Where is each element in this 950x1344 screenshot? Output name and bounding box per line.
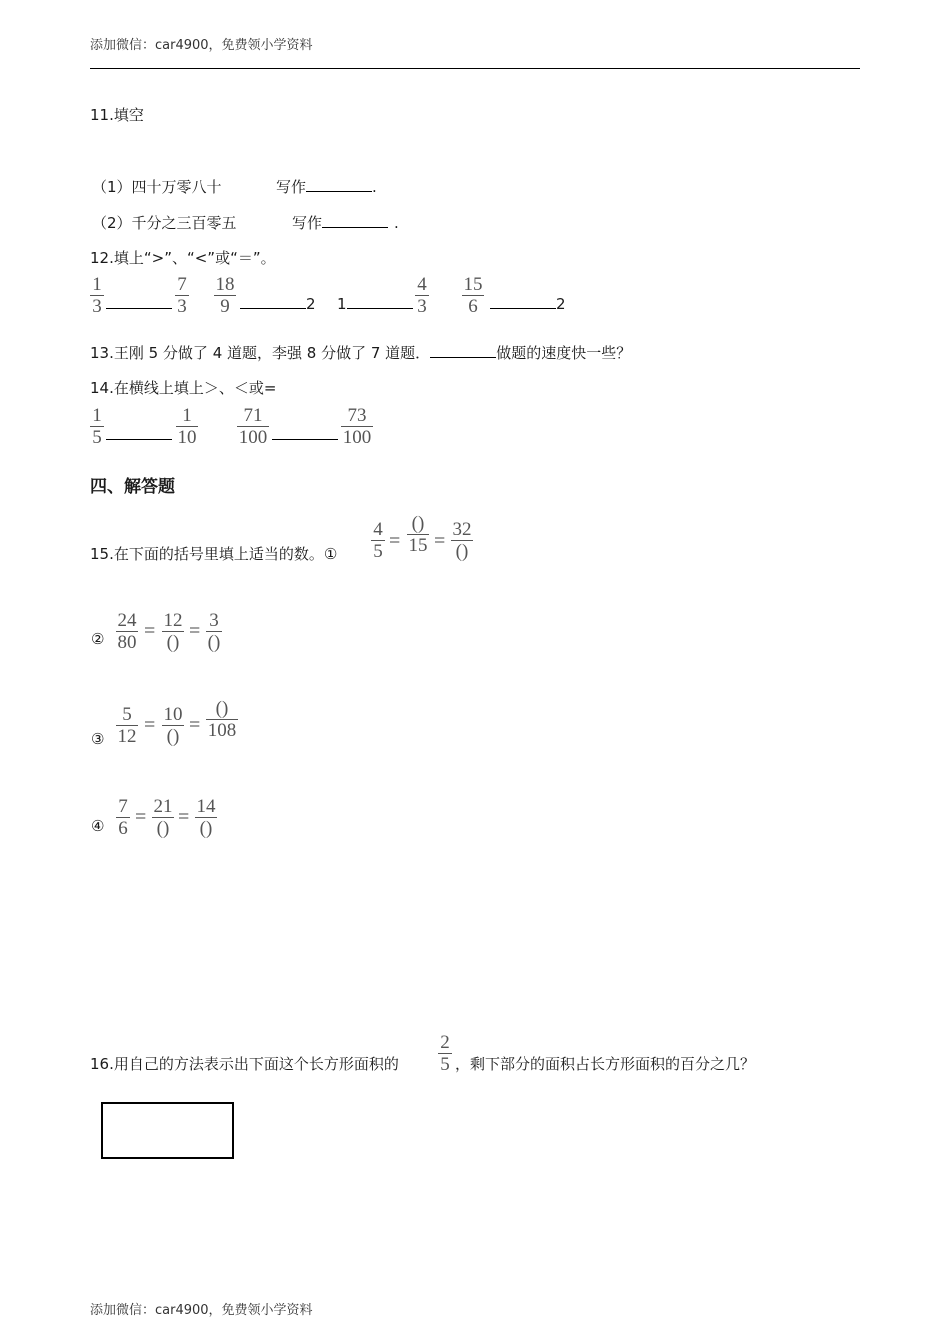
q13-blank[interactable] [430,343,496,358]
page-footer: 添加微信：car4900，免费领小学资料 [90,1303,313,1318]
q15-eq3-equals-2: = [189,714,201,736]
q15-eq3-frac-2: 10 () [163,704,183,747]
q11-item2-end: . [394,214,399,232]
q11-item1-write: 写作 [276,178,307,196]
q11-item1-blank[interactable] [306,177,372,192]
q14-fraction-1: 1 5 [90,406,104,447]
q14-blank-2[interactable] [272,425,338,440]
q15-eq2-equals-2: = [189,620,201,642]
q12-blank-4[interactable] [490,294,556,309]
q15-eq4-frac-1: 7 6 [116,797,130,838]
q12-blank-3[interactable] [347,294,413,309]
q15-eq4-equals-1: = [135,806,147,828]
q12-compare-2: 2 [306,295,316,313]
q13-text-a: 13.王刚 5 分做了 4 道题，李强 8 分做了 7 道题． [90,344,431,362]
q15-eq3-frac-1: 5 12 [117,704,137,747]
q14-title: 14.在横线上填上＞、＜或= [90,379,277,397]
q16-rectangle[interactable] [101,1102,234,1159]
q11-item2-write: 写作 [292,214,323,232]
q15-eq4-frac-2: 21 () [153,796,173,839]
q11-item2-label: （2）千分之三百零五 [92,214,237,232]
q11-item1-label: （1）四十万零八十 [92,178,222,196]
q14-fraction-3: 71 100 [238,405,268,448]
q11-item2-answer [292,212,399,233]
q15-eq1-frac-3: 32 () [452,519,472,562]
section-4-title: 四、解答题 [90,477,175,497]
q13-text-b: 做题的速度快一些？ [496,344,632,362]
q12-fraction-4: 4 3 [415,275,429,316]
q12-fraction-1: 1 3 [90,275,104,316]
q12-fraction-5: 15 6 [463,274,483,317]
q14-fraction-2: 1 10 [177,405,197,448]
q15-eq4-label: ④ [91,817,105,835]
q15-eq4-frac-3: 14 () [196,796,216,839]
q15-eq1-frac-2: () 15 [408,513,428,556]
q15-eq1-frac-1: 4 5 [371,520,385,561]
q16-text-a: 16.用自己的方法表示出下面这个长方形面积的 [90,1055,399,1073]
q12-fraction-3: 18 9 [215,274,235,317]
q15-eq3-equals-1: = [144,714,156,736]
q15-title: 15.在下面的括号里填上适当的数。① [90,545,338,563]
q14-fraction-4: 73 100 [342,405,372,448]
q16-text-b: ，剩下部分的面积占长方形面积的百分之几？ [455,1055,756,1073]
q15-eq1-equals-1: = [389,530,401,552]
q11-item2-blank[interactable] [322,213,388,228]
q15-eq3-frac-3: () 108 [207,698,237,741]
q13-question [90,342,631,363]
q12-blank-2[interactable] [240,294,306,309]
q12-fraction-2: 7 3 [175,275,189,316]
q12-title: 12.填上“>”、“<”或“＝”。 [90,249,276,267]
q16-fraction: 2 5 [438,1033,452,1074]
q12-blank-1[interactable] [106,294,172,309]
q11-item1-answer [276,176,377,197]
q15-eq2-frac-3: 3 () [207,610,221,653]
q14-blank-1[interactable] [106,425,172,440]
page-header: 添加微信：car4900，免费领小学资料 [90,38,313,53]
q15-eq2-equals-1: = [144,620,156,642]
q11-item1-end: . [372,178,377,196]
q15-eq2-label: ② [91,630,105,648]
q12-lead-num: 1 [337,295,347,313]
q15-eq3-label: ③ [91,730,105,748]
q12-compare-4: 2 [556,295,566,313]
q15-eq2-frac-2: 12 () [163,610,183,653]
header-rule [90,68,860,69]
q15-eq1-equals-2: = [434,530,446,552]
q15-eq4-equals-2: = [178,806,190,828]
q15-eq2-frac-1: 24 80 [117,610,137,653]
q11-title: 11.填空 [90,106,144,124]
